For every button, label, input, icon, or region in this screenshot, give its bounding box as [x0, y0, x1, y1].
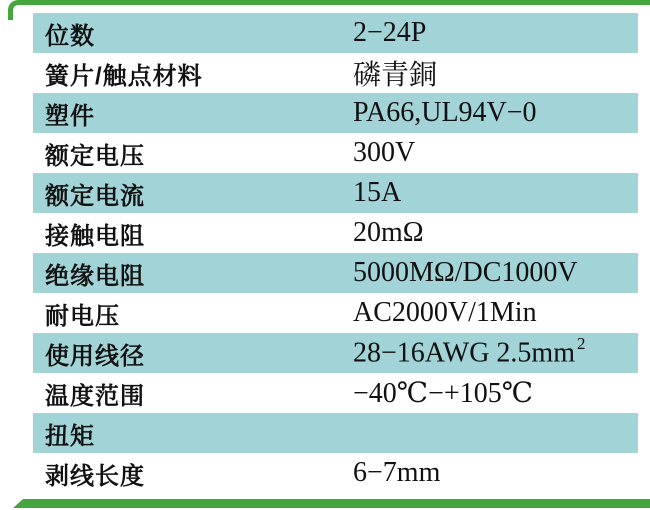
table-row — [33, 373, 638, 413]
spec-label: 剥线长度 — [45, 462, 145, 490]
spec-value: PA66,UL94V−0 — [353, 97, 537, 128]
table-row — [33, 253, 638, 293]
spec-value: 磷青銅 — [353, 60, 438, 91]
spec-label: 额定电流 — [45, 182, 145, 210]
spec-label: 接触电阻 — [45, 222, 145, 250]
table-row — [33, 293, 638, 333]
table-row — [33, 53, 638, 93]
spec-label: 额定电压 — [45, 142, 145, 170]
table-row — [33, 93, 638, 133]
spec-label: 耐电压 — [45, 302, 120, 330]
spec-value: 20mΩ — [353, 217, 424, 248]
spec-label: 扭矩 — [45, 422, 95, 450]
table-row — [33, 333, 638, 373]
spec-value: AC2000V/1Min — [353, 297, 537, 328]
spec-value: 2−24P — [353, 17, 427, 48]
spec-value: 300V — [353, 137, 416, 168]
spec-label: 塑件 — [45, 102, 95, 130]
table-row — [33, 173, 638, 213]
spec-value: 15A — [353, 177, 402, 208]
table-row — [33, 213, 638, 253]
table-row — [33, 453, 638, 493]
superscript-2: 2 — [576, 334, 586, 354]
table-row — [33, 13, 638, 53]
spec-label: 温度范围 — [45, 382, 145, 410]
table-row — [33, 413, 638, 453]
spec-value: 5000MΩ/DC1000V — [353, 257, 578, 288]
spec-value-text: 28−16AWG 2.5mm — [353, 337, 575, 369]
spec-label: 使用线径 — [45, 342, 145, 370]
spec-value: −40℃−+105℃ — [353, 378, 534, 409]
spec-value — [353, 334, 586, 369]
spec-label: 位数 — [45, 22, 95, 50]
green-bottom-bar — [13, 499, 650, 508]
table-row — [33, 133, 638, 173]
spec-label: 簧片/触点材料 — [45, 62, 203, 90]
spec-table — [33, 13, 638, 493]
spec-label: 绝缘电阻 — [45, 262, 145, 290]
spec-value: 6−7mm — [353, 457, 441, 488]
